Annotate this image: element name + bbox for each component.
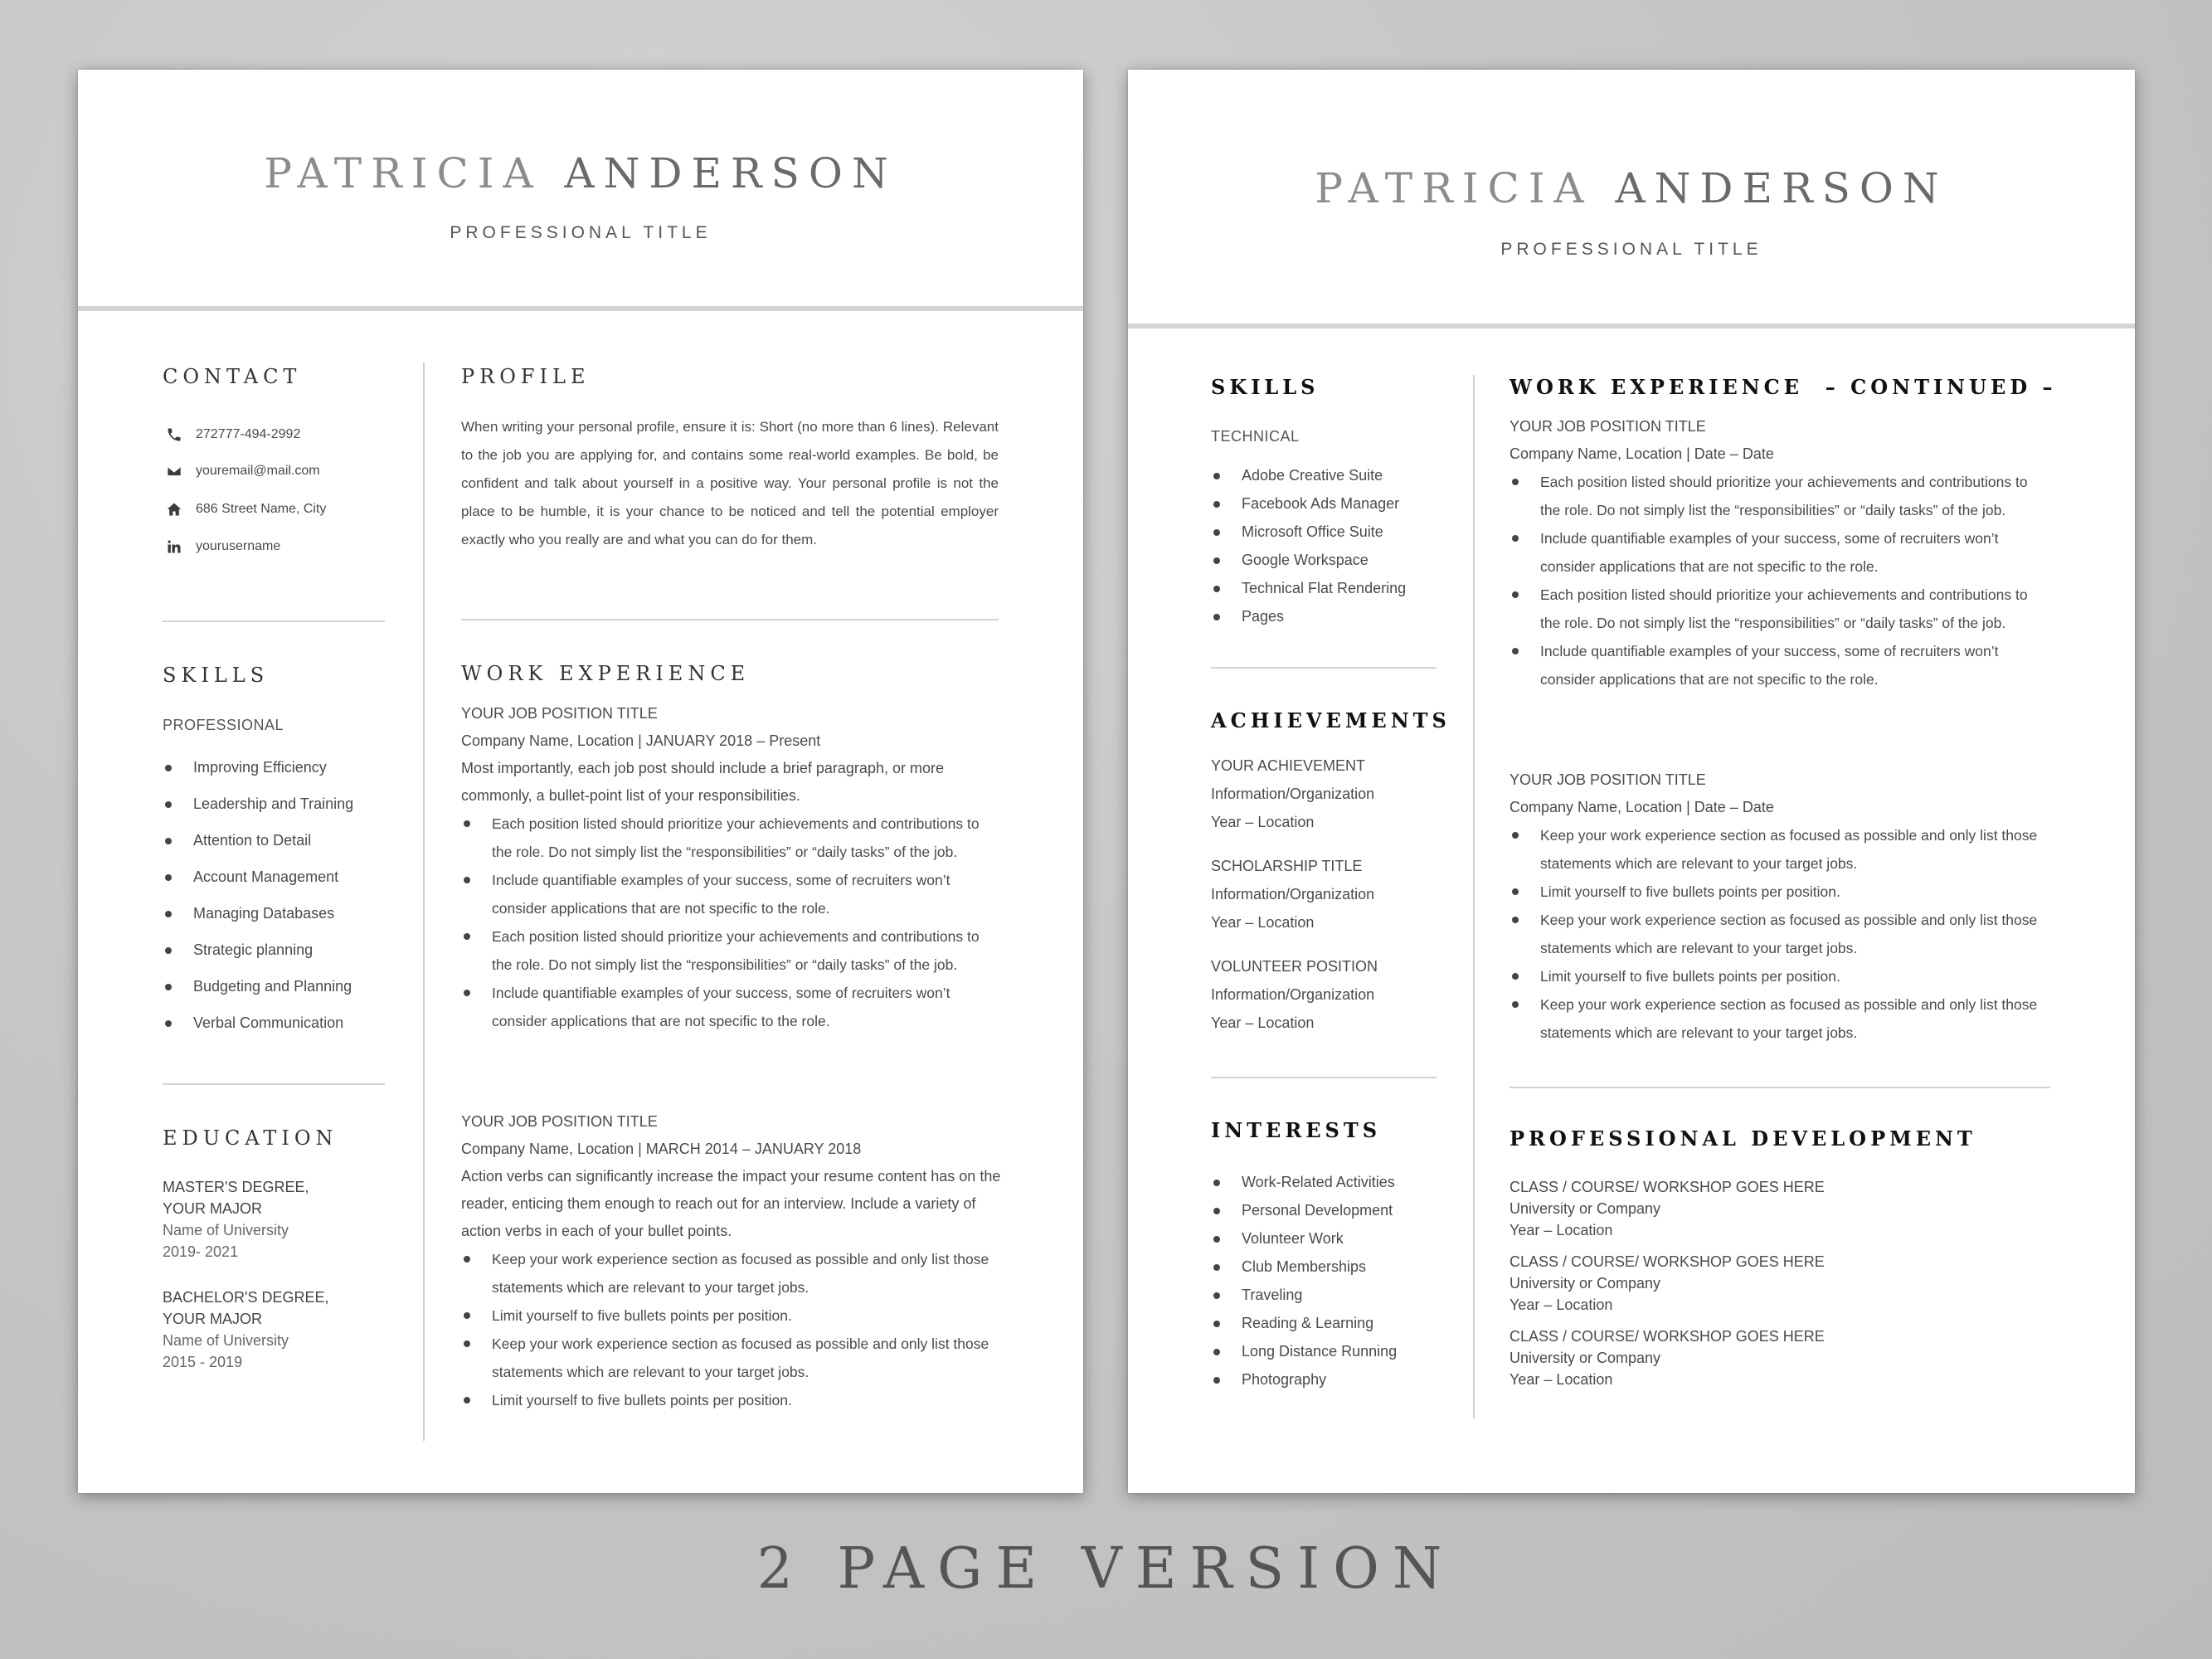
achievement-org: Information/Organization [1211, 786, 1375, 802]
degree-title: MASTER'S DEGREE, [163, 1179, 309, 1195]
development-heading: PROFESSIONAL DEVELOPMENT [1510, 1126, 1976, 1151]
list-item: Include quantifiable examples of your success, some of recruiters won’t consider applications that are not specific to the role. [461, 979, 1002, 1035]
achievement-title: VOLUNTEER POSITION [1211, 958, 1378, 975]
course-entry [1510, 1176, 2040, 1241]
list-item: Technical Flat Rendering [1211, 579, 1460, 607]
job-company: Company Name, Location | MARCH 2014 – JANUARY 2018 [461, 1141, 862, 1157]
list-item: Facebook Ads Manager [1211, 494, 1460, 523]
list-item: Microsoft Office Suite [1211, 523, 1460, 551]
job-entry-2 [461, 1108, 1002, 1414]
profile-heading: PROFILE [461, 365, 591, 388]
list-item: Traveling [1211, 1286, 1460, 1314]
achievement-entry [1211, 852, 1460, 937]
job-position: YOUR JOB POSITION TITLE [461, 1113, 658, 1130]
phone-text: 272777-494-2992 [196, 427, 301, 441]
list-item: Pages [1211, 607, 1460, 635]
interests-heading: INTERESTS [1211, 1118, 1382, 1142]
list-item: Each position listed should prioritize your achievements and contributions to the role. Do not simply list the “responsibilities” or “daily tasks” of the job. [1510, 468, 2050, 524]
achievement-org: Information/Organization [1211, 986, 1375, 1003]
course-title: CLASS / COURSE/ WORKSHOP GOES HERE [1510, 1328, 1825, 1345]
last-name: ANDERSON [1615, 164, 1948, 212]
professional-title: PROFESSIONAL TITLE [450, 223, 712, 242]
job-company: Company Name, Location | JANUARY 2018 – Present [461, 732, 821, 749]
job-company: Company Name, Location | Date – Date [1510, 445, 1774, 462]
degree-years: 2015 - 2019 [163, 1354, 243, 1370]
list-item: Work-Related Activities [1211, 1173, 1460, 1201]
list-item: Each position listed should prioritize your achievements and contributions to the role. Do not simply list the “responsibilities” or “daily tasks” of the job. [461, 810, 1002, 866]
list-item: Limit yourself to five bullets points per position. [1510, 878, 2050, 906]
course-provider: University or Company [1510, 1200, 1661, 1217]
list-item: Photography [1211, 1370, 1460, 1399]
education-entry-1 [163, 1176, 403, 1262]
achievement-meta: Year – Location [1211, 814, 1315, 830]
list-item: Volunteer Work [1211, 1229, 1460, 1258]
job-position: YOUR JOB POSITION TITLE [461, 705, 658, 722]
course-provider: University or Company [1510, 1275, 1661, 1292]
degree-major: YOUR MAJOR [163, 1200, 263, 1217]
envelope-icon [164, 461, 184, 481]
job-company: Company Name, Location | Date – Date [1510, 799, 1774, 815]
list-item: Budgeting and Planning [163, 977, 411, 1014]
course-entry [1510, 1326, 2040, 1390]
list-item: Google Workspace [1211, 551, 1460, 579]
column-divider [423, 362, 425, 1441]
phone-icon [164, 425, 184, 445]
resume-page-2 [1128, 70, 2135, 1493]
list-item: Keep your work experience section as focused as possible and only list those statements which are relevant to your target jobs. [461, 1245, 1002, 1301]
achievement-title: SCHOLARSHIP TITLE [1211, 858, 1363, 874]
work-continued-heading: WORK EXPERIENCE – CONTINUED – [1510, 375, 2057, 399]
home-icon [164, 499, 184, 519]
last-name: ANDERSON [564, 149, 897, 197]
column-divider [1473, 375, 1475, 1418]
resume-page-1 [78, 70, 1083, 1493]
job-bullets [461, 1245, 1002, 1414]
list-item: Limit yourself to five bullets points per position. [461, 1301, 1002, 1330]
achievement-entry [1211, 952, 1460, 1037]
job-intro: Action verbs can significantly increase the impact your resume content has on the reader, enticing them enough to reach out for an interview. Include a variety of action verbs in each of your bullet points. [461, 1168, 1001, 1239]
course-meta: Year – Location [1510, 1371, 1613, 1388]
header-divider [1128, 324, 2135, 328]
achievement-org: Information/Organization [1211, 886, 1375, 902]
degree-years: 2019- 2021 [163, 1243, 239, 1260]
skills-subheading: PROFESSIONAL [163, 717, 284, 733]
resume-name [78, 149, 1083, 197]
school-name: Name of University [163, 1222, 289, 1238]
skills-subheading: TECHNICAL [1211, 428, 1300, 445]
list-item: Leadership and Training [163, 795, 411, 831]
school-name: Name of University [163, 1332, 289, 1349]
job-position: YOUR JOB POSITION TITLE [1510, 418, 1706, 435]
achievement-entry [1211, 752, 1460, 836]
version-caption: 2 PAGE VERSION [756, 1536, 1456, 1602]
list-item: Improving Efficiency [163, 758, 411, 795]
job-intro: Most importantly, each job post should include a brief paragraph, or more commonly, a bullet-point list of your responsibilities. [461, 760, 944, 804]
job-bullets [1510, 468, 2050, 693]
course-title: CLASS / COURSE/ WORKSHOP GOES HERE [1510, 1179, 1825, 1195]
profile-text: When writing your personal profile, ensure it is: Short (no more than 6 lines). Relevant to the job you are applying for, and contains some real-world examples. Be bold, be confident and talk about yourself in a positive way. Your personal profile is not the place to be humble, it is your chance to be noticed and tell the potential employer exactly who you really are and what you can do for them. [461, 419, 999, 547]
work-heading: WORK EXPERIENCE [461, 662, 751, 685]
list-item: Verbal Communication [163, 1014, 411, 1050]
list-item: Keep your work experience section as focused as possible and only list those statements which are relevant to your target jobs. [1510, 821, 2050, 878]
job-entry-4 [1510, 766, 2050, 1047]
list-item: Keep your work experience section as focused as possible and only list those statements which are relevant to your target jobs. [1510, 906, 2050, 962]
course-entry [1510, 1251, 2040, 1316]
list-item: Club Memberships [1211, 1258, 1460, 1286]
course-title: CLASS / COURSE/ WORKSHOP GOES HERE [1510, 1253, 1825, 1270]
achievement-title: YOUR ACHIEVEMENT [1211, 757, 1366, 774]
list-item: Keep your work experience section as focused as possible and only list those statements which are relevant to your target jobs. [1510, 990, 2050, 1047]
job-bullets [1510, 821, 2050, 1047]
skills-heading: SKILLS [1211, 375, 1320, 399]
job-entry-1 [461, 700, 1002, 1035]
linkedin-icon [164, 537, 184, 557]
course-meta: Year – Location [1510, 1297, 1613, 1313]
achievement-meta: Year – Location [1211, 914, 1315, 931]
course-meta: Year – Location [1510, 1222, 1613, 1238]
professional-title: PROFESSIONAL TITLE [1500, 240, 1762, 259]
first-name: PATRICIA [1315, 164, 1593, 212]
contact-phone [164, 425, 300, 445]
contact-heading: CONTACT [163, 365, 302, 388]
achievements-heading: ACHIEVEMENTS [1211, 708, 1451, 732]
job-position: YOUR JOB POSITION TITLE [1510, 771, 1706, 788]
work-divider [1510, 1087, 2050, 1088]
list-item: Strategic planning [163, 941, 411, 977]
list-item: Each position listed should prioritize your achievements and contributions to the role. Do not simply list the “responsibilities” or “daily tasks” of the job. [461, 922, 1002, 979]
list-item: Attention to Detail [163, 831, 411, 868]
email-text: youremail@mail.com [196, 464, 320, 478]
skills-list [163, 758, 411, 1050]
contact-linkedin [164, 537, 280, 557]
job-entry-3 [1510, 413, 2050, 693]
list-item: Long Distance Running [1211, 1342, 1460, 1370]
education-heading: EDUCATION [163, 1126, 338, 1150]
list-item: Keep your work experience section as focused as possible and only list those statements which are relevant to your target jobs. [461, 1330, 1002, 1386]
list-item: Reading & Learning [1211, 1314, 1460, 1342]
degree-major: YOUR MAJOR [163, 1311, 263, 1327]
list-item: Limit yourself to five bullets points per position. [1510, 962, 2050, 990]
achievements-divider [1211, 1077, 1437, 1078]
skills-divider [1211, 667, 1437, 669]
address-text: 686 Street Name, City [196, 502, 327, 516]
education-entry-2 [163, 1287, 403, 1373]
header-divider [78, 306, 1083, 311]
skills-divider [163, 1083, 385, 1085]
course-provider: University or Company [1510, 1350, 1661, 1366]
job-bullets [461, 810, 1002, 1035]
list-item: Each position listed should prioritize your achievements and contributions to the role. Do not simply list the “responsibilities” or “daily tasks” of the job. [1510, 581, 2050, 637]
list-item: Managing Databases [163, 904, 411, 941]
contact-address [164, 499, 326, 519]
first-name: PATRICIA [264, 149, 542, 197]
list-item: Adobe Creative Suite [1211, 466, 1460, 494]
list-item: Personal Development [1211, 1201, 1460, 1229]
list-item: Account Management [163, 868, 411, 904]
list-item: Include quantifiable examples of your success, some of recruiters won’t consider applications that are not specific to the role. [1510, 524, 2050, 581]
profile-divider [461, 619, 999, 620]
list-item: Include quantifiable examples of your success, some of recruiters won’t consider applications that are not specific to the role. [1510, 637, 2050, 693]
skills-heading: SKILLS [163, 664, 270, 687]
list-item: Limit yourself to five bullets points per position. [461, 1386, 1002, 1414]
resume-name [1128, 164, 2135, 212]
achievement-meta: Year – Location [1211, 1014, 1315, 1031]
contact-email [164, 461, 320, 481]
contact-divider [163, 620, 385, 622]
list-item: Include quantifiable examples of your success, some of recruiters won’t consider applications that are not specific to the role. [461, 866, 1002, 922]
linkedin-text: yourusername [196, 539, 281, 553]
technical-skills-list [1211, 466, 1460, 635]
interests-list [1211, 1173, 1460, 1399]
degree-title: BACHELOR'S DEGREE, [163, 1289, 329, 1306]
